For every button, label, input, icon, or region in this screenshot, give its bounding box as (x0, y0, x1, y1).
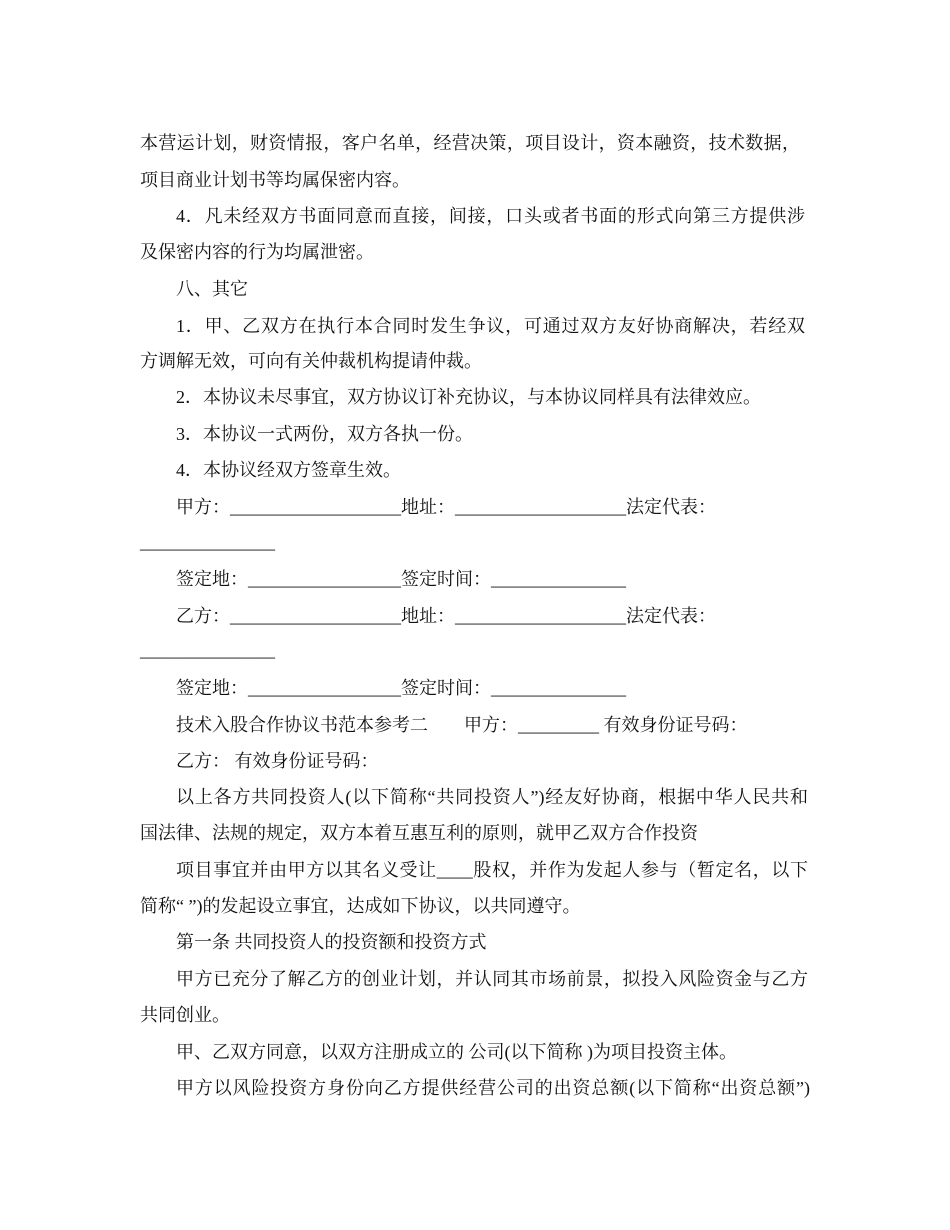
paragraph-line: 国法律、法规的规定，双方本着互惠互利的原则，就甲乙双方合作投资 (140, 823, 698, 843)
clause-line: 1．甲、乙双方在执行本合同时发生争议，可通过双方友好协商解决，若经双 (176, 316, 805, 336)
paragraph-line: 及保密内容的行为均属泄密。 (140, 242, 374, 262)
paragraph-line: 简称“ ”)的发起设立事宜，达成如下协议，以共同遵守。 (140, 896, 581, 916)
clause-line: 4．凡未经双方书面同意而直接，间接，口头或者书面的形式向第三方提供涉 (176, 206, 805, 226)
document-title-line: 技术入股合作协议书范本参考二 甲方：_________ 有效身份证号码： (176, 715, 748, 735)
section-heading: 八、其它 (176, 279, 248, 299)
signing-place-date-line: 签定地：_________________签定时间：_______________ (176, 678, 626, 698)
clause-line: 4．本协议经双方签章生效。 (176, 460, 401, 480)
paragraph-line: 甲方以风险投资方身份向乙方提供经营公司的出资总额(以下简称“出资总额”) (176, 1078, 810, 1098)
paragraph-line: 项目商业计划书等均属保密内容。 (140, 170, 410, 190)
signature-line-party-b: 乙方：___________________地址：___________________法定代表： (176, 606, 716, 626)
clause-line: 2．本协议未尽事宜，双方协议订补充协议，与本协议同样具有法律效应。 (176, 387, 761, 407)
clause-line: 3．本协议一式两份，双方各执一份。 (176, 424, 473, 444)
signature-blank: _______________ (140, 532, 275, 552)
signature-blank: _______________ (140, 640, 275, 660)
article-heading: 第一条 共同投资人的投资额和投资方式 (176, 932, 487, 952)
paragraph-line: 甲方已充分了解乙方的创业计划，并认同其市场前景，拟投入风险资金与乙方 (176, 969, 808, 989)
paragraph-line: 甲、乙双方同意，以双方注册成立的 公司(以下简称 )为项目投资主体。 (176, 1042, 737, 1062)
paragraph-line: 本营运计划，财资情报，客户名单，经营决策，项目设计，资本融资，技术数据， (140, 133, 800, 153)
paragraph-line: 以上各方共同投资人(以下简称“共同投资人”)经友好协商，根据中华人民共和 (176, 787, 808, 807)
paragraph-line: 方调解无效，可向有关仲裁机构提请仲裁。 (140, 351, 482, 371)
party-b-id-line: 乙方： 有效身份证号码： (176, 751, 379, 771)
paragraph-line: 共同创业。 (140, 1005, 230, 1025)
signature-line-party-a: 甲方：___________________地址：___________________法定代表： (176, 497, 716, 517)
paragraph-line: 项目事宜并由甲方以其名义受让____股权，并作为发起人参与（暂定名，以下 (176, 860, 808, 880)
signing-place-date-line: 签定地：_________________签定时间：_______________ (176, 569, 626, 589)
